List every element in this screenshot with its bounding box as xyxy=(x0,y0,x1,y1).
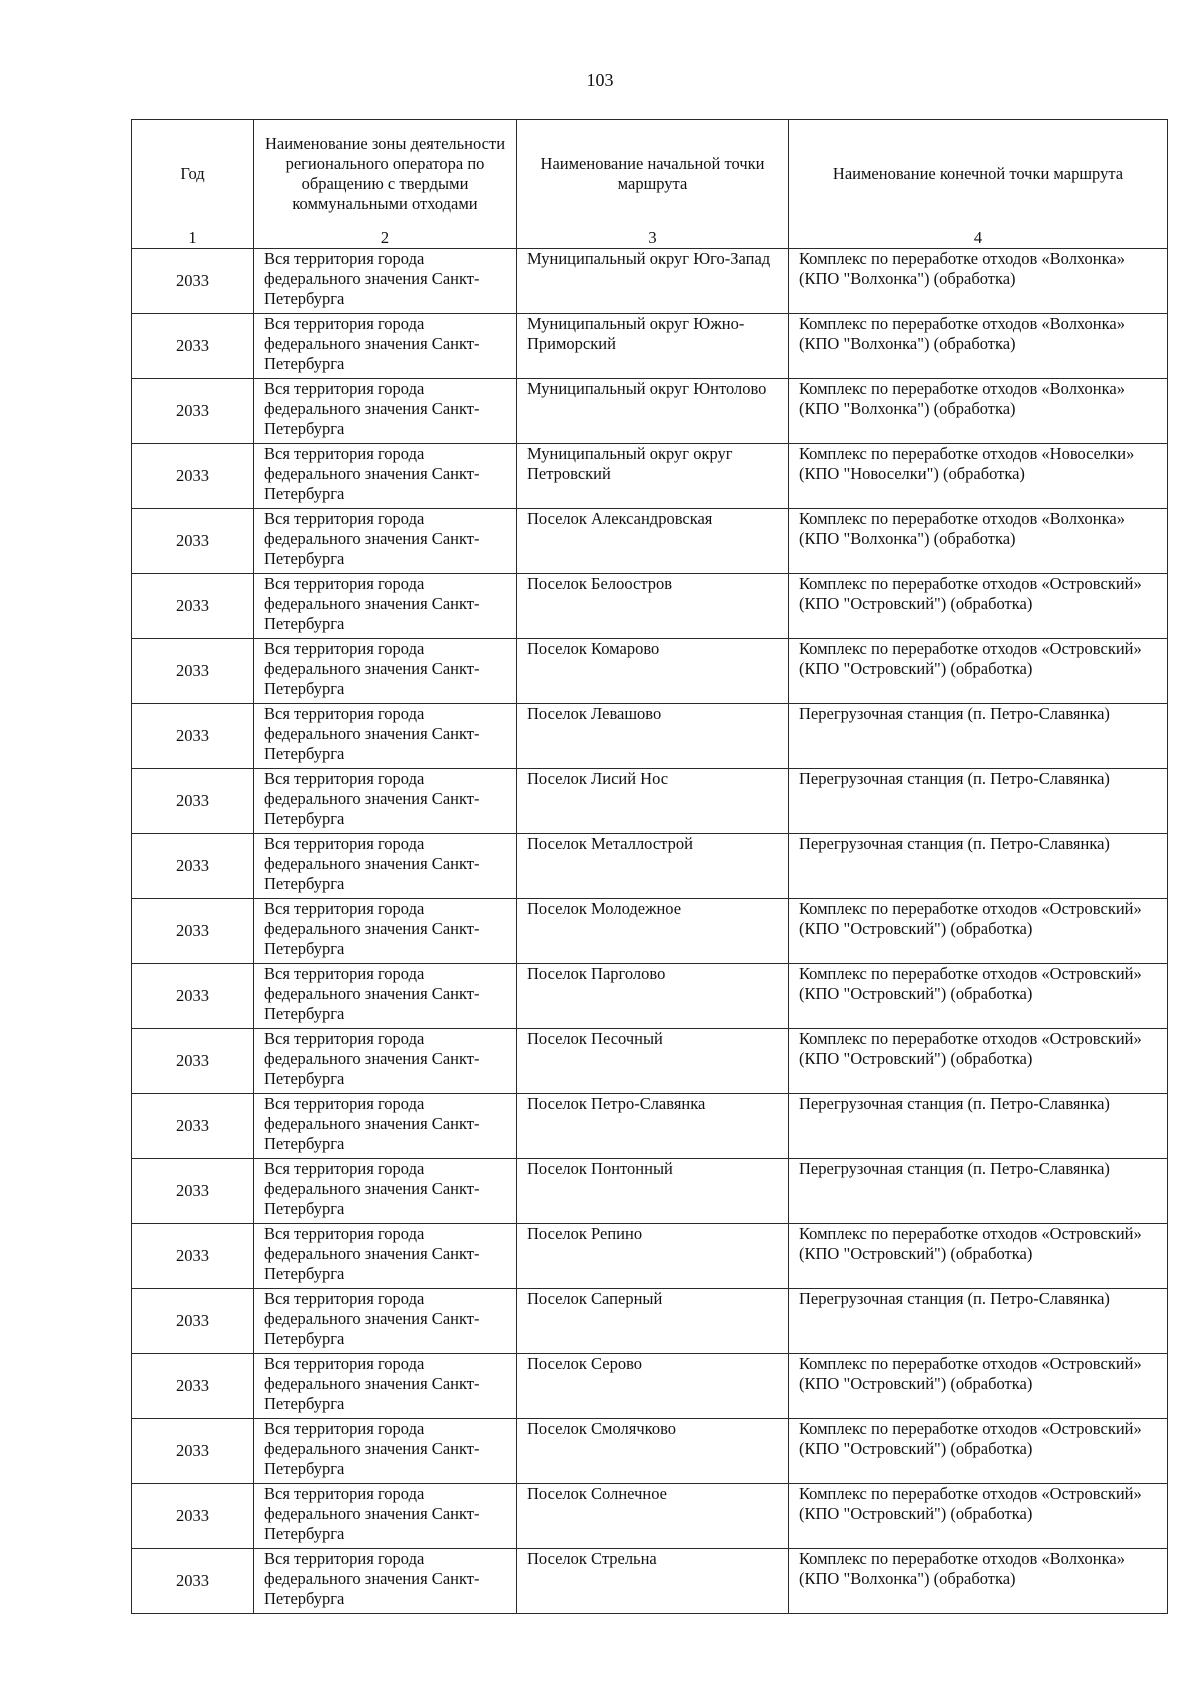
cell-end-point: Комплекс по переработке отходов «Волхонка» (КПО "Волхонка") (обработка) xyxy=(789,1549,1168,1614)
table-row xyxy=(132,899,1168,964)
table-header xyxy=(132,120,1168,249)
cell-start-point: Муниципальный округ округ Петровский xyxy=(517,444,789,509)
cell-year: 2033 xyxy=(132,314,254,379)
cell-zone: Вся территория города федерального значения Санкт-Петербурга xyxy=(254,639,517,704)
cell-end-point: Комплекс по переработке отходов «Островский» (КПО "Островский") (обработка) xyxy=(789,574,1168,639)
cell-zone: Вся территория города федерального значения Санкт-Петербурга xyxy=(254,1484,517,1549)
cell-end-point: Комплекс по переработке отходов «Островский» (КПО "Островский") (обработка) xyxy=(789,1224,1168,1289)
cell-zone: Вся территория города федерального значения Санкт-Петербурга xyxy=(254,1029,517,1094)
cell-zone: Вся территория города федерального значения Санкт-Петербурга xyxy=(254,1419,517,1484)
cell-year: 2033 xyxy=(132,1549,254,1614)
cell-start-point: Поселок Левашово xyxy=(517,704,789,769)
cell-zone: Вся территория города федерального значения Санкт-Петербурга xyxy=(254,379,517,444)
cell-zone: Вся территория города федерального значения Санкт-Петербурга xyxy=(254,704,517,769)
column-number: 1 xyxy=(132,228,254,249)
cell-zone: Вся территория города федерального значения Санкт-Петербурга xyxy=(254,1289,517,1354)
cell-end-point: Комплекс по переработке отходов «Волхонка» (КПО "Волхонка") (обработка) xyxy=(789,249,1168,314)
page-number: 103 xyxy=(586,70,614,90)
cell-start-point: Поселок Белоостров xyxy=(517,574,789,639)
cell-year: 2033 xyxy=(132,249,254,314)
table-body xyxy=(132,249,1168,1614)
cell-start-point: Поселок Стрельна xyxy=(517,1549,789,1614)
routes-table xyxy=(131,119,1168,1614)
cell-start-point: Муниципальный округ Южно-Приморский xyxy=(517,314,789,379)
cell-start-point: Поселок Саперный xyxy=(517,1289,789,1354)
column-number: 4 xyxy=(789,228,1168,249)
cell-start-point: Поселок Смолячково xyxy=(517,1419,789,1484)
cell-start-point: Муниципальный округ Юнтолово xyxy=(517,379,789,444)
table-row xyxy=(132,639,1168,704)
table-row xyxy=(132,1484,1168,1549)
cell-start-point: Поселок Александровская xyxy=(517,509,789,574)
cell-end-point: Комплекс по переработке отходов «Волхонка» (КПО "Волхонка") (обработка) xyxy=(789,379,1168,444)
cell-year: 2033 xyxy=(132,1289,254,1354)
cell-start-point: Поселок Понтонный xyxy=(517,1159,789,1224)
header-zone: Наименование зоны деятельности регионального оператора по обращению с твердыми коммунальными отходами xyxy=(254,120,517,229)
table-row xyxy=(132,1419,1168,1484)
cell-end-point: Комплекс по переработке отходов «Островский» (КПО "Островский") (обработка) xyxy=(789,639,1168,704)
header-start-point: Наименование начальной точки маршрута xyxy=(517,120,789,229)
cell-end-point: Перегрузочная станция (п. Петро-Славянка) xyxy=(789,1094,1168,1159)
cell-year: 2033 xyxy=(132,639,254,704)
cell-year: 2033 xyxy=(132,444,254,509)
table-row xyxy=(132,834,1168,899)
cell-year: 2033 xyxy=(132,379,254,444)
cell-end-point: Комплекс по переработке отходов «Островский» (КПО "Островский") (обработка) xyxy=(789,1484,1168,1549)
cell-end-point: Комплекс по переработке отходов «Островский» (КПО "Островский") (обработка) xyxy=(789,1029,1168,1094)
cell-zone: Вся территория города федерального значения Санкт-Петербурга xyxy=(254,1224,517,1289)
table-row xyxy=(132,444,1168,509)
cell-zone: Вся территория города федерального значения Санкт-Петербурга xyxy=(254,509,517,574)
cell-zone: Вся территория города федерального значения Санкт-Петербурга xyxy=(254,444,517,509)
cell-year: 2033 xyxy=(132,509,254,574)
cell-zone: Вся территория города федерального значения Санкт-Петербурга xyxy=(254,899,517,964)
cell-year: 2033 xyxy=(132,1224,254,1289)
table-row xyxy=(132,379,1168,444)
cell-end-point: Комплекс по переработке отходов «Островский» (КПО "Островский") (обработка) xyxy=(789,1354,1168,1419)
cell-zone: Вся территория города федерального значения Санкт-Петербурга xyxy=(254,1094,517,1159)
cell-year: 2033 xyxy=(132,1484,254,1549)
cell-zone: Вся территория города федерального значения Санкт-Петербурга xyxy=(254,1549,517,1614)
cell-start-point: Поселок Лисий Нос xyxy=(517,769,789,834)
cell-zone: Вся территория города федерального значения Санкт-Петербурга xyxy=(254,1159,517,1224)
cell-end-point: Комплекс по переработке отходов «Островский» (КПО "Островский") (обработка) xyxy=(789,899,1168,964)
cell-end-point: Комплекс по переработке отходов «Волхонка» (КПО "Волхонка") (обработка) xyxy=(789,314,1168,379)
cell-year: 2033 xyxy=(132,1094,254,1159)
table-row xyxy=(132,574,1168,639)
cell-year: 2033 xyxy=(132,964,254,1029)
cell-year: 2033 xyxy=(132,769,254,834)
cell-start-point: Поселок Молодежное xyxy=(517,899,789,964)
table-row xyxy=(132,249,1168,314)
cell-year: 2033 xyxy=(132,1354,254,1419)
cell-year: 2033 xyxy=(132,1419,254,1484)
table-row xyxy=(132,1094,1168,1159)
table-row xyxy=(132,509,1168,574)
cell-end-point: Комплекс по переработке отходов «Волхонка» (КПО "Волхонка") (обработка) xyxy=(789,509,1168,574)
cell-start-point: Поселок Песочный xyxy=(517,1029,789,1094)
cell-start-point: Поселок Металлострой xyxy=(517,834,789,899)
header-end-point: Наименование конечной точки маршрута xyxy=(789,120,1168,229)
cell-end-point: Перегрузочная станция (п. Петро-Славянка) xyxy=(789,769,1168,834)
cell-end-point: Перегрузочная станция (п. Петро-Славянка) xyxy=(789,1159,1168,1224)
cell-end-point: Комплекс по переработке отходов «Новоселки» (КПО "Новоселки") (обработка) xyxy=(789,444,1168,509)
table-row xyxy=(132,1029,1168,1094)
table-row xyxy=(132,1289,1168,1354)
cell-start-point: Поселок Петро-Славянка xyxy=(517,1094,789,1159)
table-row xyxy=(132,964,1168,1029)
table-row xyxy=(132,1354,1168,1419)
cell-year: 2033 xyxy=(132,1029,254,1094)
cell-end-point: Комплекс по переработке отходов «Островский» (КПО "Островский") (обработка) xyxy=(789,964,1168,1029)
cell-zone: Вся территория города федерального значения Санкт-Петербурга xyxy=(254,574,517,639)
cell-end-point: Перегрузочная станция (п. Петро-Славянка) xyxy=(789,834,1168,899)
cell-end-point: Комплекс по переработке отходов «Островский» (КПО "Островский") (обработка) xyxy=(789,1419,1168,1484)
table-row xyxy=(132,704,1168,769)
column-number: 3 xyxy=(517,228,789,249)
cell-start-point: Поселок Серово xyxy=(517,1354,789,1419)
cell-zone: Вся территория города федерального значения Санкт-Петербурга xyxy=(254,834,517,899)
table-row xyxy=(132,1224,1168,1289)
cell-year: 2033 xyxy=(132,899,254,964)
cell-zone: Вся территория города федерального значения Санкт-Петербурга xyxy=(254,964,517,1029)
header-row xyxy=(132,120,1168,229)
cell-zone: Вся территория города федерального значения Санкт-Петербурга xyxy=(254,314,517,379)
header-year: Год xyxy=(132,120,254,229)
cell-end-point: Перегрузочная станция (п. Петро-Славянка) xyxy=(789,704,1168,769)
cell-zone: Вся территория города федерального значения Санкт-Петербурга xyxy=(254,769,517,834)
cell-year: 2033 xyxy=(132,834,254,899)
cell-year: 2033 xyxy=(132,574,254,639)
cell-start-point: Поселок Солнечное xyxy=(517,1484,789,1549)
table-row xyxy=(132,769,1168,834)
column-number: 2 xyxy=(254,228,517,249)
cell-start-point: Поселок Парголово xyxy=(517,964,789,1029)
table-row xyxy=(132,1159,1168,1224)
table-row xyxy=(132,314,1168,379)
cell-start-point: Поселок Комарово xyxy=(517,639,789,704)
cell-end-point: Перегрузочная станция (п. Петро-Славянка) xyxy=(789,1289,1168,1354)
column-number-row xyxy=(132,228,1168,249)
cell-start-point: Муниципальный округ Юго-Запад xyxy=(517,249,789,314)
cell-start-point: Поселок Репино xyxy=(517,1224,789,1289)
cell-year: 2033 xyxy=(132,1159,254,1224)
cell-year: 2033 xyxy=(132,704,254,769)
cell-zone: Вся территория города федерального значения Санкт-Петербурга xyxy=(254,249,517,314)
cell-zone: Вся территория города федерального значения Санкт-Петербурга xyxy=(254,1354,517,1419)
table-row xyxy=(132,1549,1168,1614)
